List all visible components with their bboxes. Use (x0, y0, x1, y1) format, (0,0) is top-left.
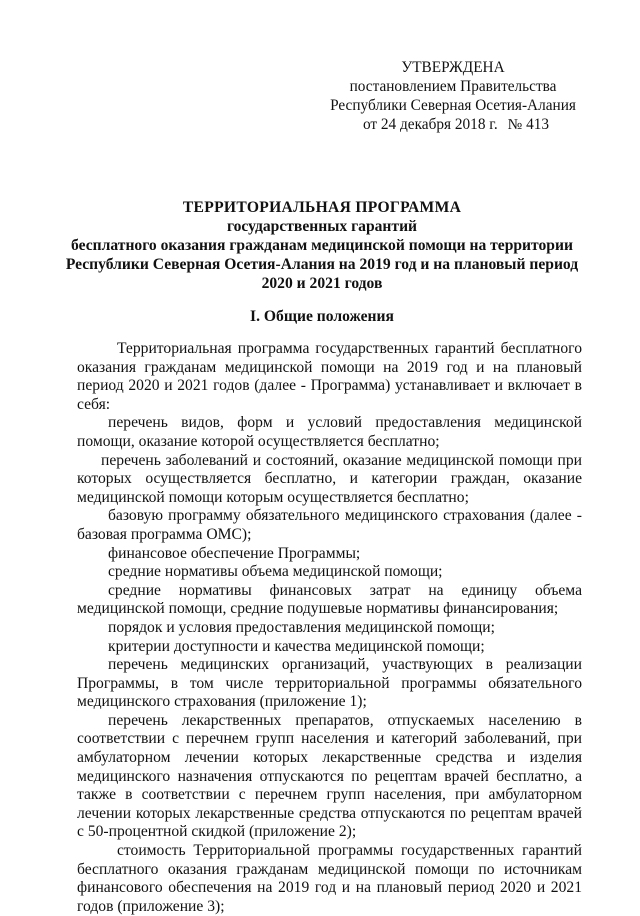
title-main: ТЕРРИТОРИАЛЬНАЯ ПРОГРАММА (182, 199, 462, 216)
title-line: бесплатного оказания гражданам медицинской помощи на территории (71, 237, 573, 254)
approval-number: № 413 (507, 116, 550, 133)
document-body (77, 340, 582, 916)
title-line: Республики Северная Осетия-Алания на 2019 год и на плановый период (65, 256, 579, 273)
paragraph: базовую программу обязательного медицинского страхования (далее - базовая программа ОМС); (77, 507, 582, 543)
approval-stamp (322, 58, 584, 134)
paragraph: Территориальная программа государственных гарантий бесплатного оказания гражданам медицинской помощи на 2019 год и на плановый период 2020 и 2021 годов (далее - Программа) устанавливает и включает в себя: (77, 340, 582, 413)
approval-line: Республики Северная Осетия-Алания (330, 97, 576, 114)
paragraph: критерии доступности и качества медицинской помощи; (108, 637, 485, 655)
approval-line: постановлением Правительства (349, 78, 557, 95)
approval-date: от 24 декабря 2018 г. (362, 116, 498, 133)
paragraph: средние нормативы финансовых затрат на единицу объема медицинской помощи, средние подушевые нормативы финансирования; (77, 581, 582, 618)
paragraph: перечень медицинских организаций, участвующих в реализации Программы, в том числе территориальной программы обязательного медицинского страхования (приложение 1); (77, 656, 582, 711)
paragraph: перечень заболеваний и состояний, оказание медицинской помощи при которых осуществляется бесплатно, и категории граждан, оказание медицинской помощи которым осуществляется бесплатно; (77, 451, 582, 506)
paragraph: перечень лекарственных препаратов, отпускаемых населению в соответствии с перечнем групп населения и категорий заболеваний, при амбулаторном лечении которых лекарственные средства и изделия медицинского назначения отпускаются по рецептам врачей бесплатно, а также в соответствии с перечнем групп населения, при амбулаторном лечении которых лекарственные средства отпускаются по рецептам врачей с 50-процентной скидкой (приложение 2); (77, 711, 582, 841)
approval-date-line (322, 115, 584, 134)
paragraph: стоимость Территориальной программы государственных гарантий бесплатного оказания гражданам медицинской помощи по источникам финансового обеспечения на 2019 год и на плановый период 2020 и 2021 годов (приложение 3); (77, 842, 582, 915)
document-title (56, 198, 588, 293)
title-line: государственных гарантий (226, 218, 418, 235)
paragraph: перечень видов, форм и условий предоставления медицинской помощи, оказание которой осуществляется бесплатно; (77, 414, 582, 450)
paragraph: порядок и условия предоставления медицинской помощи; (108, 618, 495, 636)
paragraph: средние нормативы объема медицинской помощи; (108, 563, 443, 581)
section-heading: I. Общие положения (250, 308, 394, 325)
approval-heading: УТВЕРЖДЕНА (401, 59, 505, 76)
title-line: 2020 и 2021 годов (261, 275, 383, 292)
paragraph: финансовое обеспечение Программы; (108, 544, 361, 562)
